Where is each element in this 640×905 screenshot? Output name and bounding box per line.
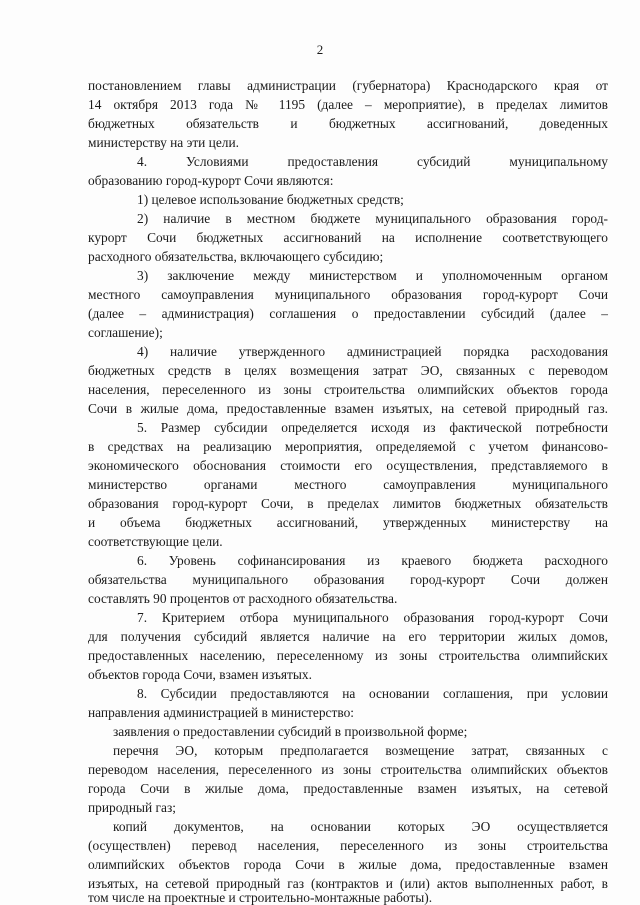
- text-line: 2) наличие в местном бюджете муниципального образования город-: [137, 211, 608, 226]
- text-line: природный газ;: [88, 800, 176, 815]
- text-line: 6. Уровень софинансирования из краевого бюджета расходного: [137, 553, 608, 568]
- text-line: для получения субсидий является наличие на его территории жилых домов,: [88, 629, 608, 644]
- text-line: Сочи в жилые дома, предоставленные взамен изъятых, на сетевой природный газ.: [88, 401, 608, 416]
- text-line: 7. Критерием отбора муниципального образования город-курорт Сочи: [137, 610, 608, 625]
- text-line: 1) целевое использование бюджетных средств;: [137, 192, 404, 207]
- text-line: и объема бюджетных ассигнований, утвержденных министерству на: [88, 515, 608, 530]
- text-line: образования город-курорт Сочи, в пределах лимитов бюджетных обязательств: [88, 496, 608, 511]
- text-line: постановлением главы администрации (губернатора) Краснодарского края от: [88, 78, 608, 93]
- text-line: расходного обязательства, включающего субсидию;: [88, 249, 384, 264]
- text-line: составлять 90 процентов от расходного обязательства.: [88, 591, 398, 606]
- text-line: 3) заключение между министерством и уполномоченным органом: [137, 268, 608, 283]
- text-line: переводом населения, переселенного из зоны строительства олимпийских объектов: [88, 762, 608, 777]
- text-line: экономического обоснования стоимости его осуществления, представляемого в: [88, 458, 608, 473]
- text-line: направления администрацией в министерство:: [88, 705, 354, 720]
- text-line: 14 октября 2013 года № 1195 (далее – мероприятие), в пределах лимитов: [88, 97, 608, 112]
- text-line: министерство органами местного самоуправления муниципального: [88, 477, 608, 492]
- page-number: 2: [316, 42, 324, 57]
- text-line: курорт Сочи бюджетных ассигнований на исполнение соответствующего: [88, 230, 608, 245]
- text-line: 8. Субсидии предоставляются на основании соглашения, при условии: [137, 686, 608, 701]
- text-line: объектов города Сочи, взамен изъятых.: [88, 667, 312, 682]
- text-line: соответствующие цели.: [88, 534, 223, 549]
- text-line: 5. Размер субсидии определяется исходя из фактической потребности: [137, 420, 608, 435]
- text-line: министерству на эти цели.: [88, 135, 239, 150]
- text-line: 4. Условиями предоставления субсидий муниципальному: [137, 154, 608, 169]
- text-line: олимпийских объектов города Сочи в жилые дома, предоставленные взамен: [88, 857, 608, 872]
- text-line: бюджетных средств в целях возмещения затрат ЭО, связанных с переводом: [88, 363, 608, 378]
- text-line: местного самоуправления муниципального образования город-курорт Сочи: [88, 287, 608, 302]
- text-line: предоставленных населению, переселенному из зоны строительства олимпийских: [88, 648, 608, 663]
- text-line: образованию город-курорт Сочи являются:: [88, 173, 334, 188]
- text-line: 4) наличие утвержденного администрацией порядка расходования: [137, 344, 608, 359]
- text-line: населения, переселенного из зоны строительства олимпийских объектов города: [88, 382, 608, 397]
- text-line: (далее – администрация) соглашения о предоставлении субсидий (далее –: [88, 306, 608, 321]
- text-line: копий документов, на основании которых ЭО осуществляется: [113, 819, 608, 834]
- text-line: изъятых, на сетевой природный газ (контрактов и (или) актов выполненных работ, в: [88, 876, 608, 891]
- text-line: соглашение);: [88, 325, 163, 340]
- text-line: (осуществлен) перевод населения, переселенного из зоны строительства: [88, 838, 608, 853]
- text-line: перечня ЭО, которым предполагается возмещение затрат, связанных с: [113, 743, 608, 758]
- text-line: том числе на проектные и строительно-монтажные работы).: [88, 890, 433, 905]
- text-line: в средствах на реализацию мероприятия, определяемой с учетом финансово-: [88, 439, 608, 454]
- text-line: бюджетных обязательств и бюджетных ассигнований, доведенных: [88, 116, 608, 131]
- text-line: города Сочи в жилые дома, предоставленные взамен изъятых, на сетевой: [88, 781, 608, 796]
- text-line: обязательства муниципального образования город-курорт Сочи должен: [88, 572, 608, 587]
- text-line: заявления о предоставлении субсидий в произвольной форме;: [113, 724, 468, 739]
